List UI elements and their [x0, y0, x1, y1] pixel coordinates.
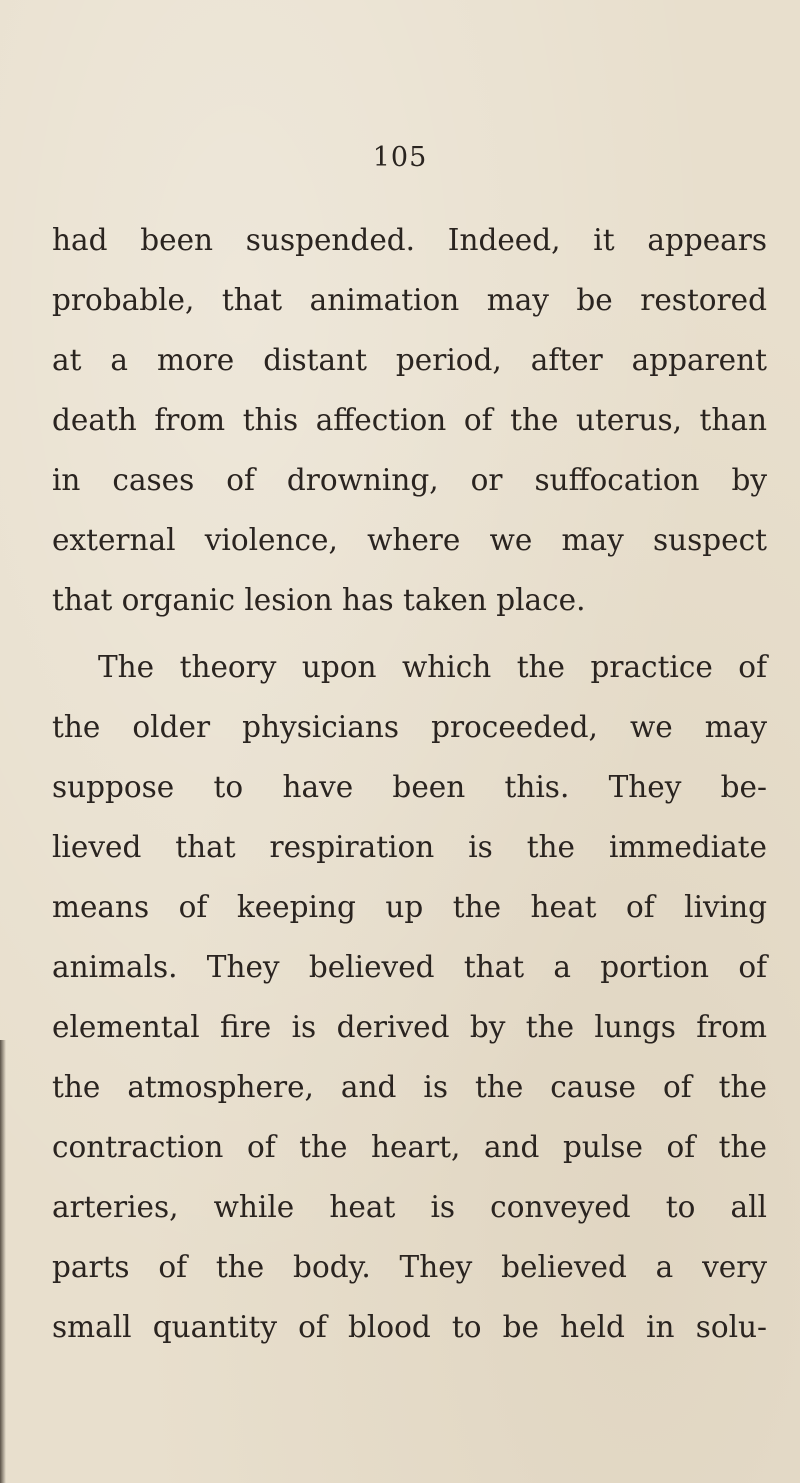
text-line: probable, that animation may be restored: [52, 283, 767, 317]
text-line: that organic lesion has taken place.: [52, 583, 586, 617]
page-edge-shadow: [0, 1040, 6, 1483]
text-line: had been suspended. Indeed, it appears: [52, 223, 767, 257]
page-number: 105: [372, 142, 428, 173]
text-line: animals. They believed that a portion of: [52, 950, 767, 984]
text-line: arteries, while heat is conveyed to all: [52, 1190, 767, 1224]
text-line: means of keeping up the heat of living: [52, 890, 767, 924]
text-line: the atmosphere, and is the cause of the: [52, 1070, 767, 1104]
text-line: small quantity of blood to be held in solu-: [52, 1310, 767, 1344]
text-line: the older physicians proceeded, we may: [52, 710, 767, 744]
text-line: elemental fire is derived by the lungs from: [52, 1010, 767, 1044]
text-line: in cases of drowning, or suffocation by: [52, 463, 767, 497]
text-line: external violence, where we may suspect: [52, 523, 767, 557]
paragraph-2: [52, 637, 767, 1357]
paragraph-1: [52, 210, 767, 630]
text-line: suppose to have been this. They be-: [52, 770, 767, 804]
text-line: at a more distant period, after apparent: [52, 343, 767, 377]
text-line: death from this affection of the uterus, than: [52, 403, 767, 437]
text-line: parts of the body. They believed a very: [52, 1250, 767, 1284]
text-line: The theory upon which the practice of: [98, 650, 767, 684]
text-line: contraction of the heart, and pulse of the: [52, 1130, 767, 1164]
text-line: lieved that respiration is the immediate: [52, 830, 767, 864]
